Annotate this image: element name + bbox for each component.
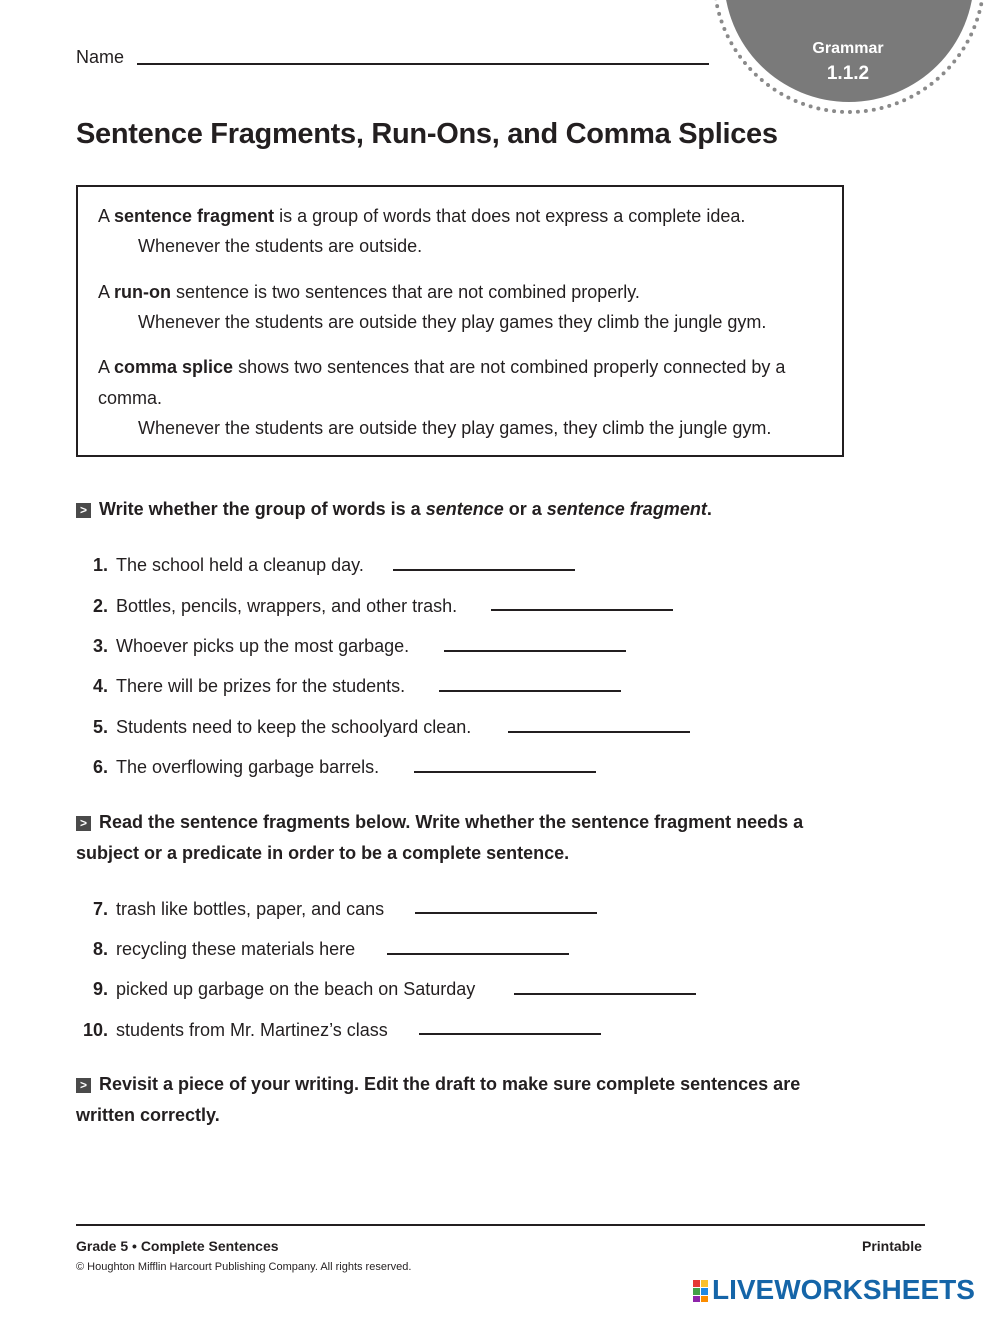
liveworksheets-logo-icon <box>693 1280 708 1302</box>
section3-instructions: > Revisit a piece of your writing. Edit the draft to make sure complete sentences are written correctly. <box>76 1074 801 1125</box>
answer-blank-1[interactable] <box>393 569 575 571</box>
arrow-icon: > <box>76 503 91 518</box>
name-label: Name <box>76 47 125 67</box>
arrow-icon: > <box>76 1078 91 1093</box>
badge-number: 1.1.2 <box>826 63 870 84</box>
list-item: 7. trash like bottles, paper, and cans <box>92 899 385 919</box>
copyright: © Houghton Mifflin Harcourt Publishing Company. All rights reserved. <box>76 1261 412 1273</box>
badge-label: Grammar <box>812 40 884 57</box>
list-item: 2. Bottles, pencils, wrappers, and other trash. <box>92 596 458 616</box>
list-item: 4. There will be prizes for the students. <box>92 676 406 696</box>
definition-run-on: A run-on sentence is two sentences that are not combined properly. <box>98 282 640 302</box>
footer-grade: Grade 5 • Complete Sentences <box>76 1238 279 1254</box>
list-item: 5. Students need to keep the schoolyard clean. <box>92 717 472 737</box>
definition-comma-splice-cont: comma. <box>98 388 163 408</box>
list-item: 6. The overflowing garbage barrels. <box>92 757 380 777</box>
definition-comma-splice: A comma splice shows two sentences that are not combined properly connected by a <box>98 357 786 377</box>
list-item: 3. Whoever picks up the most garbage. <box>92 636 410 656</box>
footer-divider <box>76 1224 925 1226</box>
section1-instructions: > Write whether the group of words is a sentence or a sentence fragment. <box>76 494 836 525</box>
list-item: 8. recycling these materials here <box>92 939 356 959</box>
list-item: 9. picked up garbage on the beach on Saturday <box>92 979 476 999</box>
example-run-on: Whenever the students are outside they play games they climb the jungle gym. <box>138 312 767 332</box>
arrow-icon: > <box>76 816 91 831</box>
definition-fragment: A sentence fragment is a group of words that does not express a complete idea. <box>98 206 746 226</box>
liveworksheets-brand[interactable]: LIVEWORKSHEETS <box>712 1274 975 1305</box>
answer-blank-7[interactable] <box>415 912 597 914</box>
answer-blank-8[interactable] <box>387 953 569 955</box>
answer-blank-6[interactable] <box>414 771 596 773</box>
example-comma-splice: Whenever the students are outside they play games, they climb the jungle gym. <box>138 418 772 438</box>
name-field[interactable] <box>137 63 709 65</box>
answer-blank-10[interactable] <box>419 1033 601 1035</box>
example-fragment: Whenever the students are outside. <box>138 236 423 256</box>
answer-blank-5[interactable] <box>508 731 690 733</box>
page-title: Sentence Fragments, Run-Ons, and Comma Splices <box>76 118 778 150</box>
answer-blank-2[interactable] <box>491 609 673 611</box>
section2-instructions: > Read the sentence fragments below. Write whether the sentence fragment needs a subject or a predicate in order to be a complete sentence. <box>76 812 804 863</box>
answer-blank-4[interactable] <box>439 690 621 692</box>
footer-printable: Printable <box>862 1238 922 1254</box>
list-item: 1. The school held a cleanup day. <box>92 555 364 575</box>
answer-blank-9[interactable] <box>514 993 696 995</box>
list-item: 10. students from Mr. Martinez’s class <box>82 1020 388 1040</box>
answer-blank-3[interactable] <box>444 650 626 652</box>
